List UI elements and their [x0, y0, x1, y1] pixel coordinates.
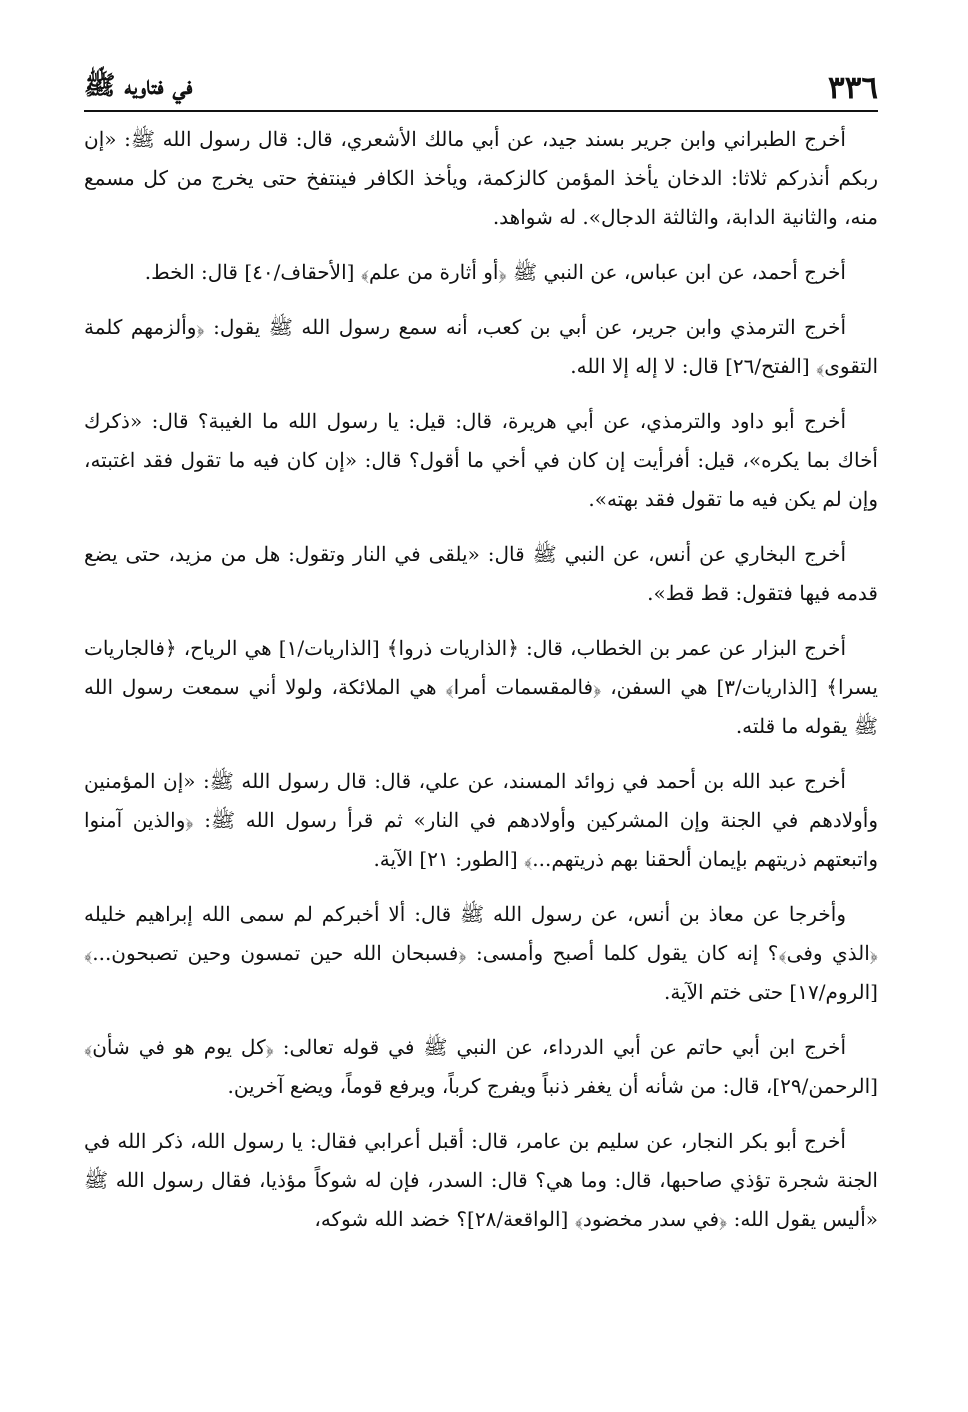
page-number: ٣٣٦: [828, 70, 878, 106]
paragraph-4: أخرج أبو داود والترمذي، عن أبي هريرة، قال: قيل: يا رسول الله ما الغيبة؟ قال: «ذكرك أخاك بما يكره»، قيل: أفرأيت إن كان في أخي ما أقول؟ قال: «إن كان فيه ما تقول فقد اغتبته، وإن لم يكن فيه ما تقول فقد بهته».: [84, 409, 878, 511]
paragraph-9: أخرج ابن أبي حاتم عن أبي الدرداء، عن النبي ﷺ في قوله تعالى: ﴿كل يوم هو في شأن﴾ [الرحمن/٢٩]، قال: من شأنه أن يغفر ذنباً ويفرج كرباً، ويرفع قوماً، ويضع آخرين.: [84, 1035, 878, 1098]
text-body: [84, 120, 878, 1255]
paragraph-3: أخرج الترمذي وابن جرير، عن أبي بن كعب، أنه سمع رسول الله ﷺ يقول: ﴿وألزمهم كلمة التقوى﴾ [الفتح/٢٦] قال: لا إله إلا الله.: [84, 315, 878, 378]
paragraph-8: وأخرجا عن معاذ بن أنس، عن رسول الله ﷺ قال: ألا أخبركم لم سمى الله إبراهيم خليله ﴿الذي وفى﴾؟ إنه كان يقول كلما أصبح وأمسى: ﴿فسبحان الله حين تمسون وحين تصبحون...﴾ [الروم/١٧] حتى ختم الآية.: [84, 902, 878, 1004]
paragraph-10: أخرج أبو بكر النجار، عن سليم بن عامر، قال: أقبل أعرابي فقال: يا رسول الله، ذكر الله في الجنة شجرة تؤذي صاحبها، قال: وما هي؟ قال: السدر، فإن له شوكاً مؤذيا، فقال رسول الله ﷺ «أليس يقول الله: ﴿في سدر مخضود﴾ [الواقعة/٢٨]؟ خضد الله شوكه،: [84, 1129, 878, 1231]
paragraph-2: أخرج أحمد، عن ابن عباس، عن النبي ﷺ ﴿أو أثارة من علم﴾ [الأحقاف/٤٠] قال: الخط.: [144, 260, 846, 284]
paragraph-1: أخرج الطبراني وابن جرير بسند جيد، عن أبي مالك الأشعري، قال: قال رسول الله ﷺ: «إن ربكم أنذركم ثلاثا: الدخان يأخذ المؤمن كالزكمة، ويأخذ الكافر فينتفخ حتى يخرج من كل مسمع منه، والثانية الدابة، والثالثة الدجال». له شواهد.: [84, 127, 878, 229]
paragraph-6: أخرج البزار عن عمر بن الخطاب، قال: ﴿الذاريات ذروا﴾ [الذاريات/١] هي الرياح، ﴿فالجاريات يسرا﴾ [الذاريات/٣] هي السفن، ﴿فالمقسمات أمرا﴾ هي الملائكة، ولولا أني سمعت رسول الله ﷺ يقوله ما قلته.: [84, 636, 878, 738]
running-header: [84, 66, 878, 112]
paragraph-7: أخرج عبد الله بن أحمد في زوائد المسند، عن علي، قال: قال رسول الله ﷺ: «إن المؤمنين وأولادهم في الجنة وإن المشركين وأولادهم في النار» ثم قرأ رسول الله ﷺ: ﴿والذين آمنوا واتبعتهم ذريتهم بإيمان ألحقنا بهم ذريتهم...﴾ [الطور: ٢١] الآية.: [84, 769, 878, 871]
running-title: في فتاويه ﷺ: [84, 71, 193, 101]
paragraph-5: أخرج البخاري عن أنس، عن النبي ﷺ قال: «يلقى في النار وتقول: هل من مزيد، حتى يضع قدمه فيها فتقول: قط قط».: [84, 542, 878, 605]
